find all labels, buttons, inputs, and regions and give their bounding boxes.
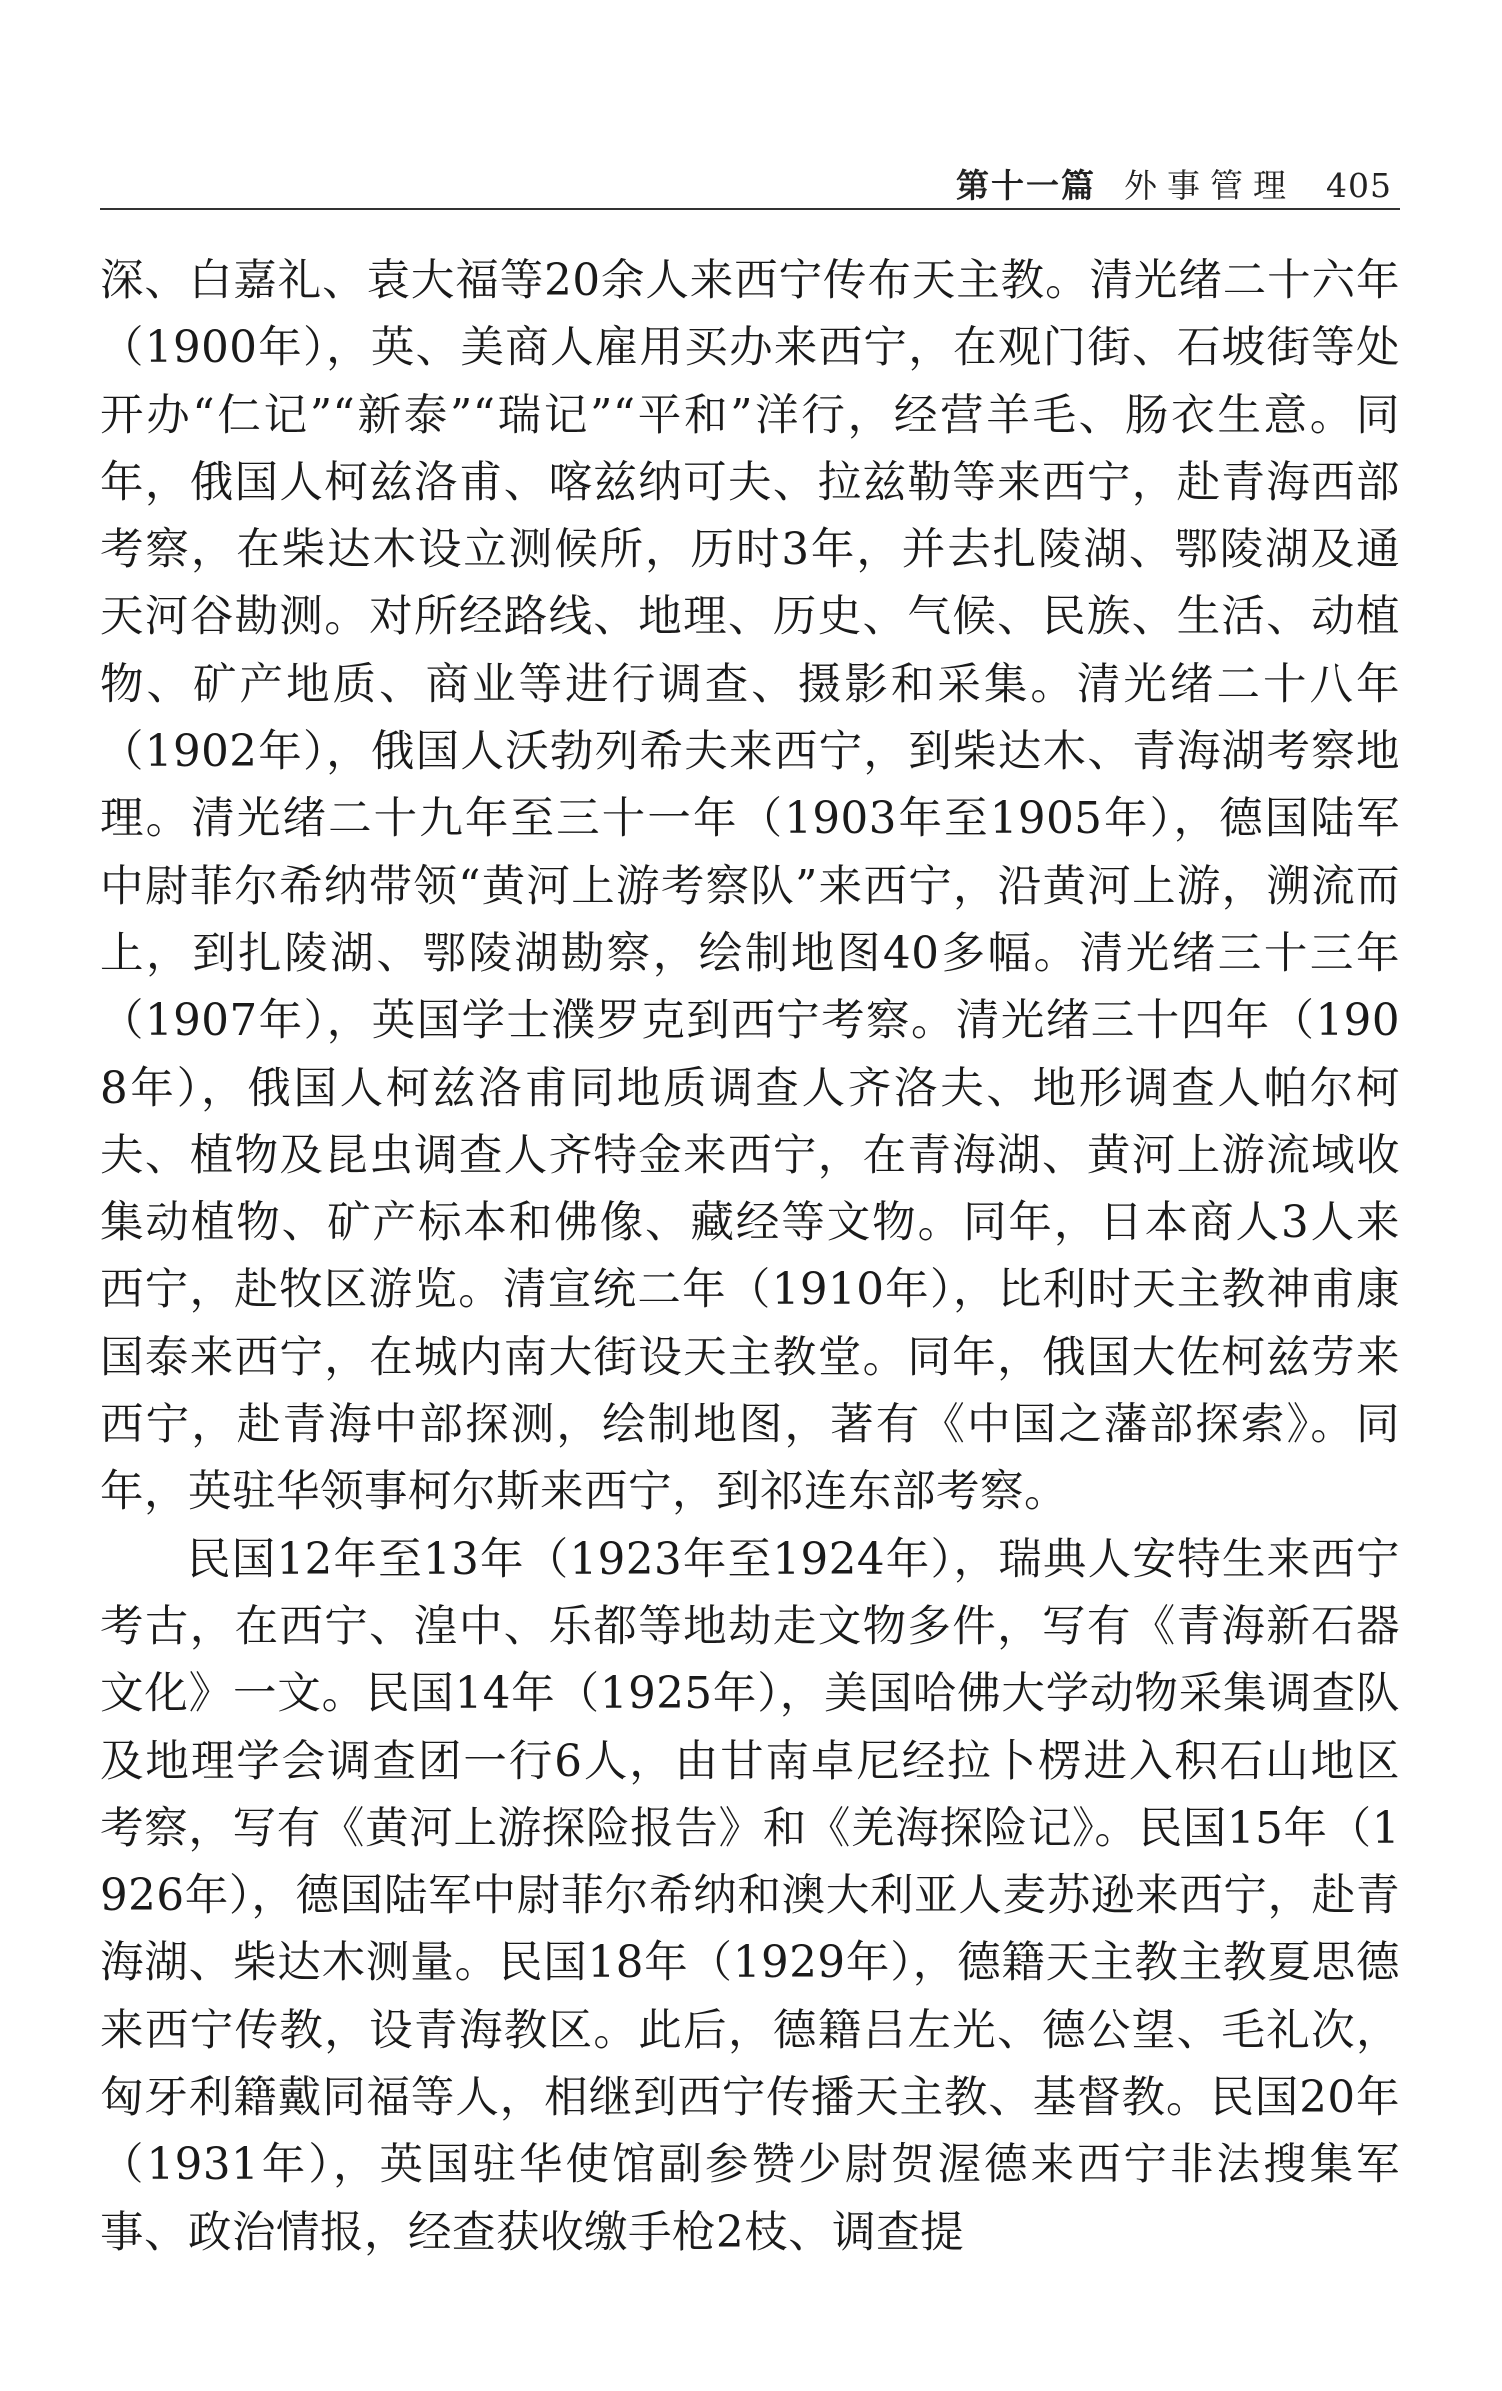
paragraph: 民国12年至13年（1923年至1924年），瑞典人安特生来西宁考古，在西宁、湟中、乐都等地劫走文物多件，写有《青海新石器文化》一文。民国14年（1925年），美国哈佛大学动物采集调查队及地理学会调查团一行6人，由甘南卓尼经拉卜楞进入积石山地区考察，写有《黄河上游探险报告》和《羌海探险记》。民国15年（1926年），德国陆军中尉菲尔希纳和澳大利亚人麦苏逊来西宁，赴青海湖、柴达木测量。民国18年（1929年），德籍天主教主教夏思德来西宁传教，设青海教区。此后，德籍吕左光、德公望、毛礼次，匈牙利籍戴同福等人，相继到西宁传播天主教、基督教。民国20年（1931年），英国驻华使馆副参赞少尉贺渥德来西宁非法搜集军事、政治情报，经查获收缴手枪2枝、调查提 <box>100 1534 1400 2258</box>
running-header <box>956 160 1392 207</box>
paragraph-continued: 深、白嘉礼、袁大福等20余人来西宁传布天主教。清光绪二十六年（1900年），英、美商人雇用买办来西宁，在观门街、石坡街等处开办“仁记”“新泰”“瑞记”“平和”洋行，经营羊毛、肠衣生意。同年，俄国人柯兹洛甫、喀兹纳可夫、拉兹勒等来西宁，赴青海西部考察，在柴达木设立测候所，历时3年，并去扎陵湖、鄂陵湖及通天河谷勘测。对所经路线、地理、历史、气候、民族、生活、动植物、矿产地质、商业等进行调查、摄影和采集。清光绪二十八年（1902年），俄国人沃勃列希夫来西宁，到柴达木、青海湖考察地理。清光绪二十九年至三十一年（1903年至1905年），德国陆军中尉菲尔希纳带领“黄河上游考察队”来西宁，沿黄河上游，溯流而上，到扎陵湖、鄂陵湖勘察，绘制地图40多幅。清光绪三十三年（1907年），英国学士濮罗克到西宁考察。清光绪三十四年（1908年），俄国人柯兹洛甫同地质调查人齐洛夫、地形调查人帕尔柯夫、植物及昆虫调查人齐特金来西宁，在青海湖、黄河上游流域收集动植物、矿产标本和佛像、藏经等文物。同年，日本商人3人来西宁，赴牧区游览。清宣统二年（1910年），比利时天主教神甫康国泰来西宁，在城内南大街设天主教堂。同年，俄国大佐柯兹劳来西宁，赴青海中部探测，绘制地图，著有《中国之藩部探索》。同年，英驻华领事柯尔斯来西宁，到祁连东部考察。 <box>100 256 1400 1518</box>
body-text <box>100 248 1400 2267</box>
header-divider <box>100 208 1400 210</box>
section-title: 外事管理 <box>1124 166 1296 205</box>
chapter-title: 第十一篇 <box>956 166 1096 205</box>
page-number: 405 <box>1326 166 1392 205</box>
